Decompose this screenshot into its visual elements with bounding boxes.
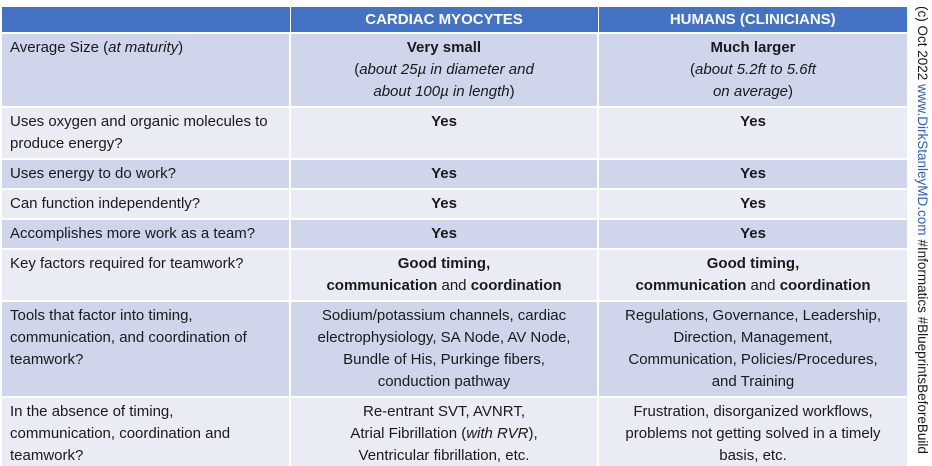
text-run: Regulations, Governance, Leadership, bbox=[625, 307, 881, 324]
table-row bbox=[2, 107, 907, 159]
side-credit-note bbox=[910, 6, 932, 461]
text-run: about 100µ in length bbox=[373, 83, 510, 100]
cell-line bbox=[607, 327, 899, 349]
header-cell-blank bbox=[2, 7, 290, 33]
text-run: Yes bbox=[740, 195, 766, 212]
text-run: Much larger bbox=[710, 39, 796, 56]
header-row bbox=[2, 7, 907, 33]
cell-line bbox=[607, 37, 899, 59]
cell-line bbox=[607, 111, 899, 133]
text-run: Good timing, bbox=[706, 255, 800, 272]
cardiac-myocytes-cell bbox=[290, 249, 598, 301]
cell-line bbox=[299, 349, 589, 371]
humans-cell bbox=[598, 301, 907, 397]
cell-line bbox=[607, 163, 899, 185]
text-run: Key factors required for teamwork? bbox=[10, 255, 244, 272]
cell-line bbox=[299, 371, 589, 393]
text-run: electrophysiology, SA Node, AV Node, bbox=[317, 329, 571, 346]
table-row bbox=[2, 219, 907, 249]
cell-line bbox=[299, 423, 589, 445]
row-label-cell bbox=[2, 249, 290, 301]
cell-line bbox=[299, 275, 589, 297]
humans-cell bbox=[598, 189, 907, 219]
cardiac-myocytes-cell bbox=[290, 397, 598, 466]
text-run: basis, etc. bbox=[719, 447, 787, 464]
header-cell-humans: HUMANS (CLINICIANS) bbox=[598, 7, 907, 33]
text-run: and bbox=[746, 277, 780, 294]
cardiac-myocytes-cell bbox=[290, 33, 598, 107]
text-run: Sodium/potassium channels, cardiac bbox=[321, 307, 567, 324]
humans-cell bbox=[598, 397, 907, 466]
comparison-table bbox=[2, 7, 907, 466]
humans-cell bbox=[598, 107, 907, 159]
cell-line bbox=[299, 193, 589, 215]
cell-line bbox=[299, 223, 589, 245]
table-row bbox=[2, 189, 907, 219]
cardiac-myocytes-cell bbox=[290, 301, 598, 397]
text-run: Yes bbox=[431, 165, 457, 182]
text-run: at maturity bbox=[108, 39, 179, 56]
text-run: and bbox=[437, 277, 471, 294]
cell-line bbox=[607, 445, 899, 466]
text-run: In the absence of timing, communication, coordination and teamwork? bbox=[10, 403, 231, 464]
cell-line bbox=[299, 37, 589, 59]
text-run: about 25µ in diameter and bbox=[359, 61, 534, 78]
cardiac-myocytes-cell bbox=[290, 189, 598, 219]
text-run: ) bbox=[178, 39, 184, 56]
row-label-cell bbox=[2, 107, 290, 159]
text-run: about 5.2ft to 5.6ft bbox=[695, 61, 816, 78]
text-run: Yes bbox=[740, 225, 766, 242]
row-label-cell bbox=[2, 397, 290, 466]
text-run: Yes bbox=[431, 195, 457, 212]
text-run: Re-entrant SVT, AVNRT, bbox=[362, 403, 525, 420]
cell-line bbox=[607, 349, 899, 371]
cell-line bbox=[299, 445, 589, 466]
cell-line bbox=[607, 401, 899, 423]
row-label-cell bbox=[2, 33, 290, 107]
text-run: Tools that factor into timing, communication, and coordination of teamwork? bbox=[10, 307, 247, 368]
row-label-cell bbox=[2, 301, 290, 397]
cell-line bbox=[607, 371, 899, 393]
cell-line bbox=[299, 401, 589, 423]
website-link[interactable]: www.DirkStanleyMD.com bbox=[915, 84, 930, 236]
text-run: Direction, Management, bbox=[673, 329, 833, 346]
cell-line bbox=[299, 327, 589, 349]
cell-line bbox=[607, 275, 899, 297]
text-run: Uses oxygen and organic molecules to produce energy? bbox=[10, 113, 268, 152]
text-run: ) bbox=[788, 83, 794, 100]
cell-line bbox=[299, 59, 589, 81]
cell-line bbox=[607, 305, 899, 327]
text-run: Bundle of His, Purkinge fibers, bbox=[343, 351, 545, 368]
table-row bbox=[2, 301, 907, 397]
text-run: Atrial Fibrillation ( bbox=[350, 425, 467, 442]
text-run: communication bbox=[326, 277, 438, 294]
comparison-table-container bbox=[2, 7, 907, 466]
text-run: Uses energy to do work? bbox=[10, 165, 176, 182]
cardiac-myocytes-cell bbox=[290, 107, 598, 159]
cardiac-myocytes-cell bbox=[290, 219, 598, 249]
text-run: with RVR bbox=[466, 425, 529, 442]
text-run: Good timing, bbox=[397, 255, 491, 272]
text-run: problems not getting solved in a timely bbox=[625, 425, 881, 442]
header-cell-cardiac-myocytes: CARDIAC MYOCYTES bbox=[290, 7, 598, 33]
table-row bbox=[2, 249, 907, 301]
cell-line bbox=[299, 253, 589, 275]
text-run: ( bbox=[354, 61, 360, 78]
table-row bbox=[2, 397, 907, 466]
text-run: Can function independently? bbox=[10, 195, 201, 212]
cell-line bbox=[607, 193, 899, 215]
row-label-cell bbox=[2, 159, 290, 189]
text-run: Communication, Policies/Procedures, bbox=[628, 351, 878, 368]
copyright-text: (c) Oct 2022 bbox=[915, 6, 930, 85]
row-label-cell bbox=[2, 189, 290, 219]
cell-line bbox=[607, 423, 899, 445]
table-row bbox=[2, 159, 907, 189]
table-row bbox=[2, 33, 907, 107]
text-run: ( bbox=[690, 61, 696, 78]
text-run: communication bbox=[635, 277, 747, 294]
text-run: Yes bbox=[431, 113, 457, 130]
text-run: Very small bbox=[406, 39, 482, 56]
text-run: conduction pathway bbox=[377, 373, 511, 390]
text-run: ) bbox=[509, 83, 515, 100]
humans-cell bbox=[598, 249, 907, 301]
cell-line bbox=[299, 111, 589, 133]
text-run: Yes bbox=[431, 225, 457, 242]
text-run: Accomplishes more work as a team? bbox=[10, 225, 256, 242]
row-label-cell bbox=[2, 219, 290, 249]
text-run: Yes bbox=[740, 113, 766, 130]
text-run: coordination bbox=[779, 277, 871, 294]
text-run: coordination bbox=[470, 277, 562, 294]
cell-line bbox=[607, 253, 899, 275]
humans-cell bbox=[598, 219, 907, 249]
cell-line bbox=[299, 81, 589, 103]
cell-line bbox=[299, 163, 589, 185]
cell-line bbox=[299, 305, 589, 327]
text-run: ), bbox=[528, 425, 538, 442]
humans-cell bbox=[598, 33, 907, 107]
humans-cell bbox=[598, 159, 907, 189]
cardiac-myocytes-cell bbox=[290, 159, 598, 189]
text-run: and Training bbox=[711, 373, 795, 390]
cell-line bbox=[607, 81, 899, 103]
text-run: Ventricular fibrillation, etc. bbox=[358, 447, 530, 464]
text-run: Average Size ( bbox=[10, 39, 109, 56]
text-run: Yes bbox=[740, 165, 766, 182]
cell-line bbox=[607, 59, 899, 81]
cell-line bbox=[607, 223, 899, 245]
text-run: on average bbox=[712, 83, 789, 100]
hashtags-text: #Informatics #BlueprintsBeforeBuild bbox=[915, 235, 930, 454]
text-run: Frustration, disorganized workflows, bbox=[633, 403, 873, 420]
